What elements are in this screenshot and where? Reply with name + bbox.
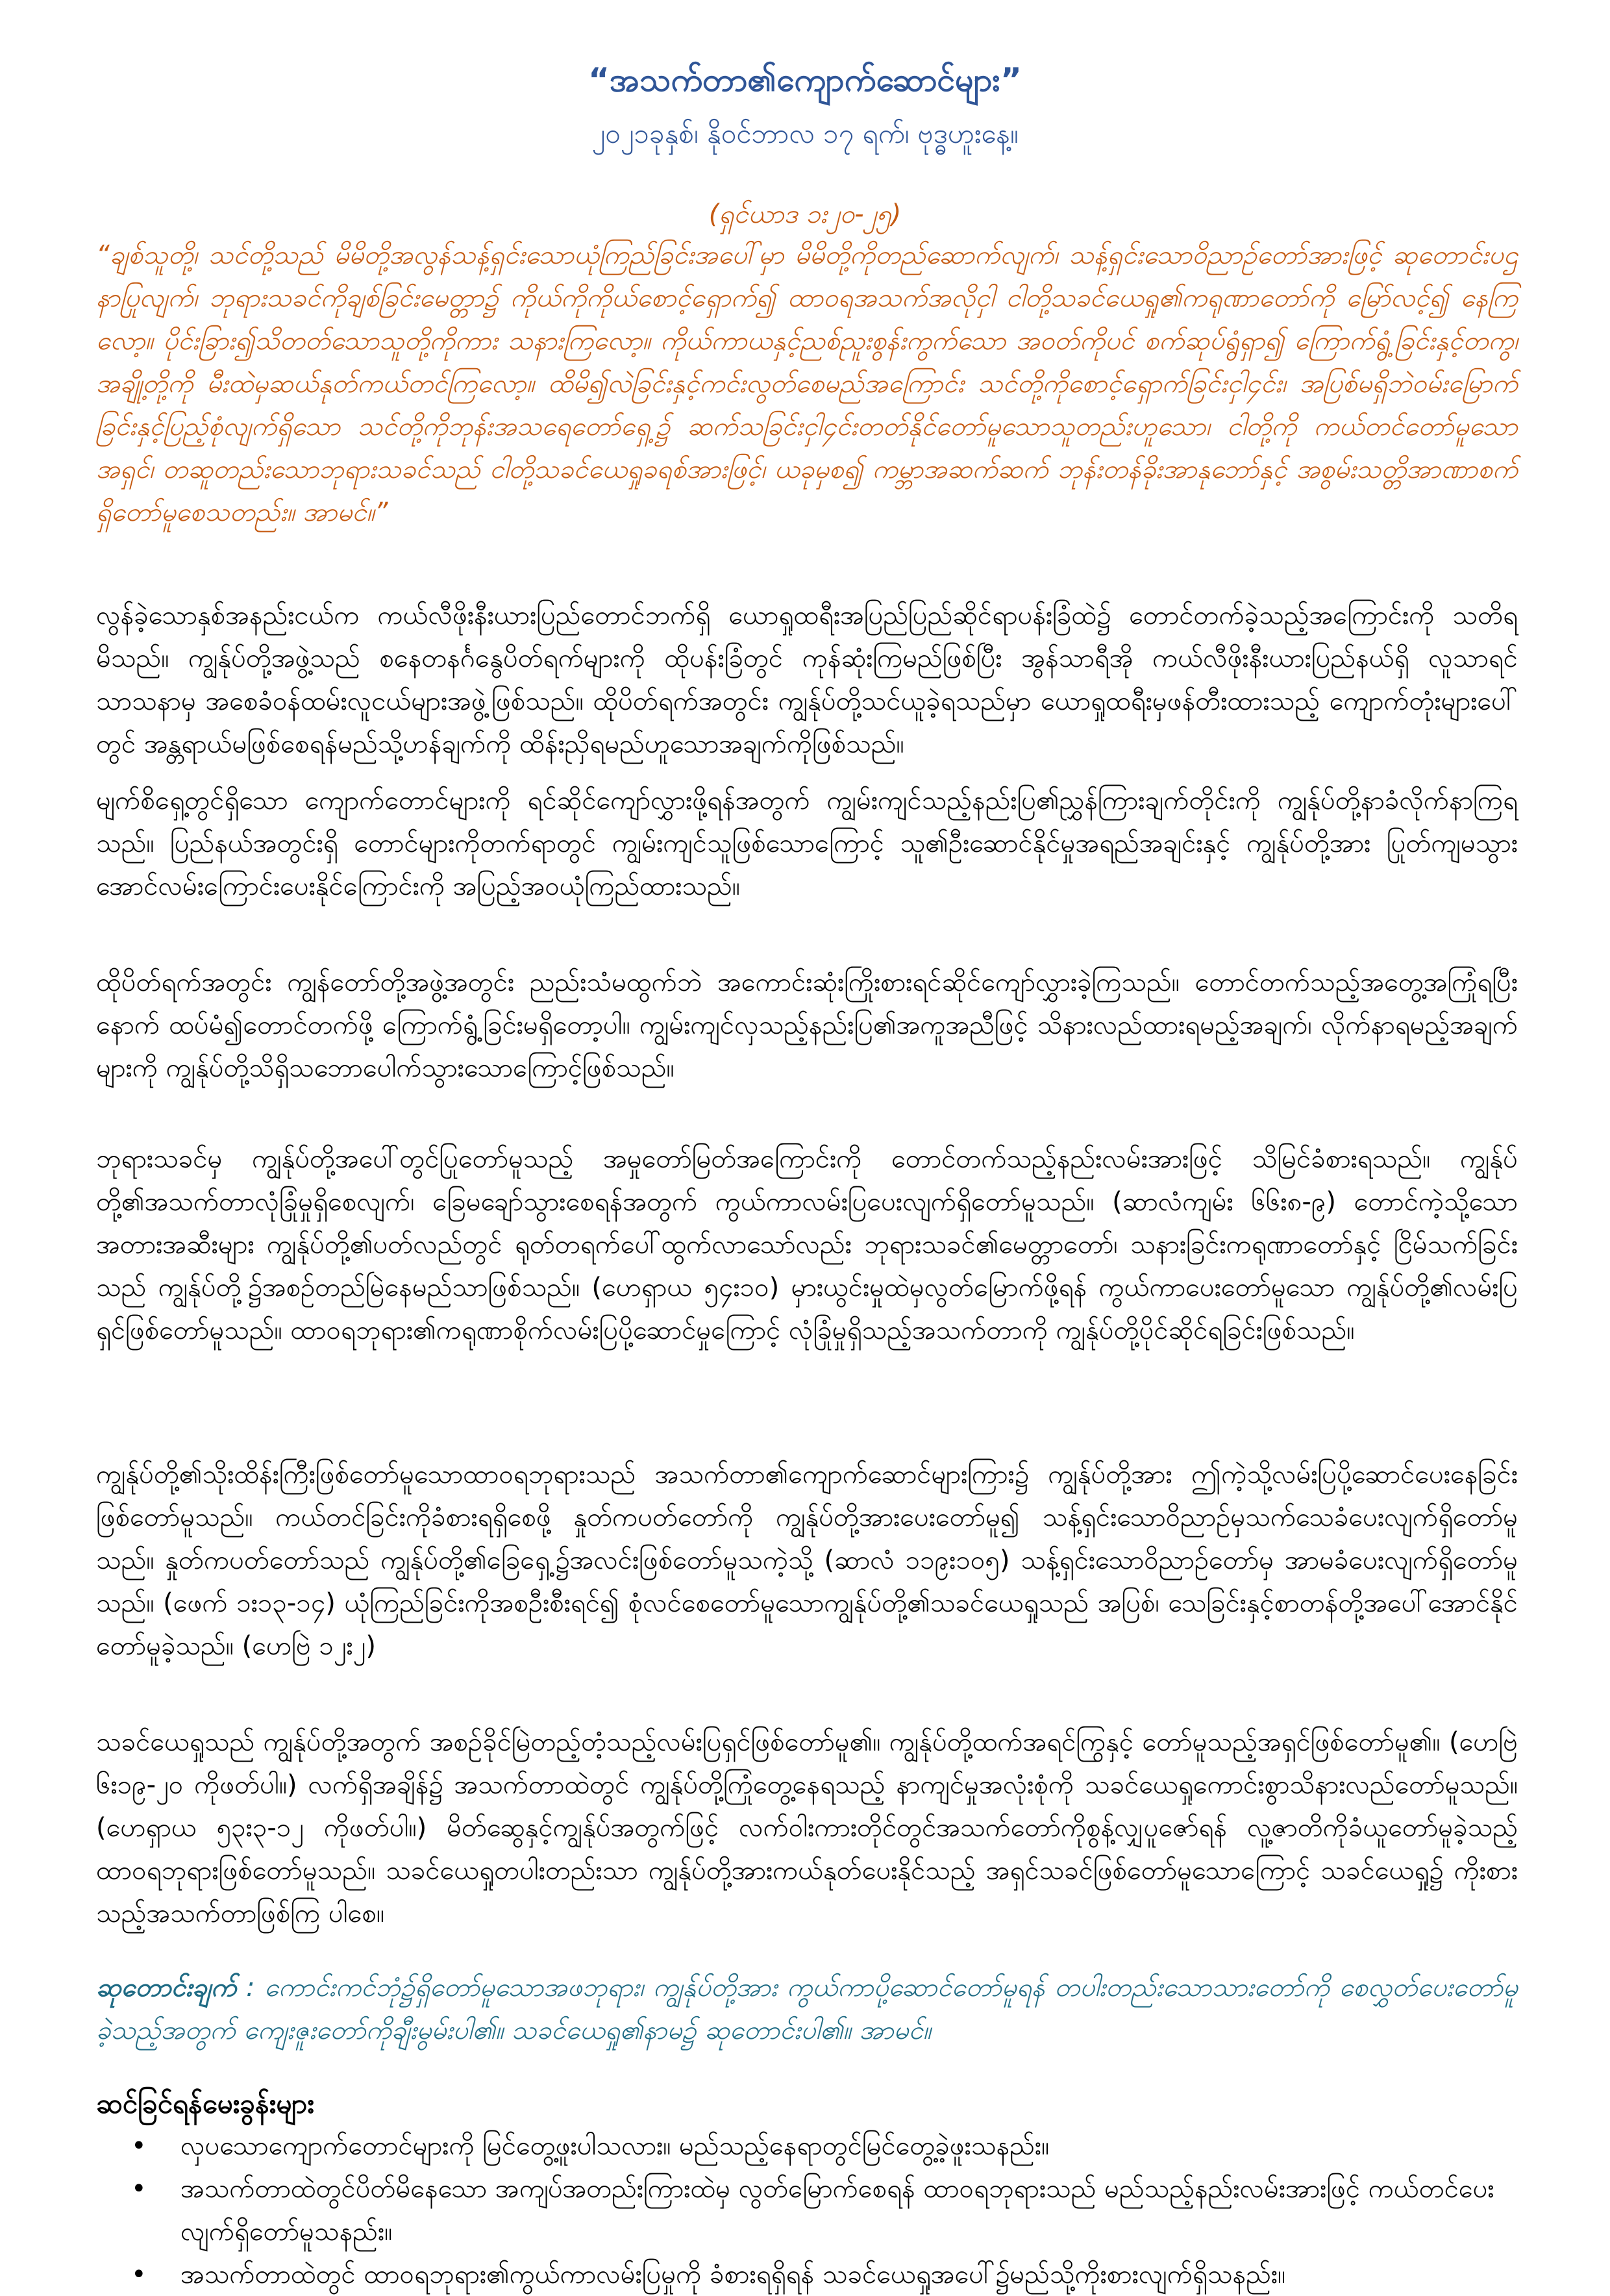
prayer-label: ဆုတောင်းချက် bbox=[96, 1973, 237, 2003]
prayer-block bbox=[96, 1966, 1518, 2052]
questions-heading: ဆင်ခြင်ရန်မေးခွန်းများ bbox=[96, 2088, 314, 2119]
list-item bbox=[96, 2125, 1518, 2167]
page-title: “အသက်တာ၏ကျောက်ဆောင်များ” bbox=[588, 61, 1022, 99]
question-text: လှပသောကျောက်တောင်များကို မြင်တွေ့ဖူးပါသလား။ မည်သည့်နေရာတွင်မြင်တွေ့ခဲ့ဖူးသနည်း။ bbox=[180, 2131, 1050, 2161]
question-text: အသက်တာထဲတွင် ထာဝရဘုရား၏ကွယ်ကာလမ်းပြမှုကို ခံစားရရှိရန် သခင်ယေရှုအပေါ်၌မည်သို့ကိုးစားလျက်ရှိသနည်း။ bbox=[180, 2260, 1286, 2290]
bullet-icon: • bbox=[131, 2260, 147, 2290]
bullet-icon: • bbox=[131, 2174, 147, 2204]
question-text: အသက်တာထဲတွင်ပိတ်မိနေသော အကျပ်အတည်းကြားထဲမှ လွတ်မြောက်စေရန် ထာဝရဘုရားသည် မည်သည့်နည်းလမ်းအားဖြင့် ကယ်တင်ပေးလျက်ရှိတော်မူသနည်း။ bbox=[180, 2174, 1494, 2247]
questions-list bbox=[96, 2125, 1518, 2296]
body-paragraph-6: သခင်ယေရှုသည် ကျွန်ုပ်တို့အတွက် အစဉ်ခိုင်မြဲတည့်တံ့သည့်လမ်းပြရှင်ဖြစ်တော်မူ၏။ ကျွန်ုပ်တို့ထက်အရင်ကြွနှင့် တော်မူသည့်အရှင်ဖြစ်တော်မူ၏။ (ဟေဗြဲ ၆း၁၉-၂၀ ကိုဖတ်ပါ။) လက်ရှိအချိန်၌ အသက်တာထဲတွင် ကျွန်ုပ်တို့ကြုံတွေ့နေရသည့် နာကျင်မှုအလုံးစုံကို သခင်ယေရှုကောင်းစွာသိနားလည်တော်မူသည်။ (ဟေရှာယ ၅၃း၃-၁၂ ကိုဖတ်ပါ။) မိတ်ဆွေနှင့်ကျွန်ုပ်အတွက်ဖြင့် လက်ဝါးကားတိုင်တွင်အသက်တော်ကိုစွန့်လျှပူဇော်ရန် လူ့ဇာတိကိုခံယူတော်မူခဲ့သည့် ထာဝရဘုရားဖြစ်တော်မူသည်။ သခင်ယေရှုတပါးတည်းသာ ကျွန်ုပ်တို့အားကယ်နုတ်ပေးနိုင်သည့် အရှင်သခင်ဖြစ်တော်မူသောကြောင့် သခင်ယေရှု၌ ကိုးစားသည့်အသက်တာဖြစ်ကြ ပါစေ။ bbox=[96, 1727, 1518, 1928]
list-item bbox=[96, 2167, 1518, 2253]
prayer-separator: : bbox=[236, 1973, 265, 2003]
bullet-icon: • bbox=[131, 2131, 147, 2161]
body-paragraph-3: ထိုပိတ်ရက်အတွင်း ကျွန်တော်တို့အဖွဲ့အတွင်း ညည်းသံမထွက်ဘဲ အကောင်းဆုံးကြိုးစားရင်ဆိုင်ကျော်လွှားခဲ့ကြသည်။ တောင်တက်သည့်အတွေ့အကြုံရပြီးနောက် ထပ်မံ၍တောင်တက်ဖို့ ကြောက်ရွံ့ခြင်းမရှိတော့ပါ။ ကျွမ်းကျင်လှသည့်နည်းပြ၏အကူအညီဖြင့် သိနားလည်ထားရမည့်အချက်၊ လိုက်နာရမည့်အချက်များကို ကျွန်ုပ်တို့သိရှိသဘောပေါက်သွားသောကြောင့်ဖြစ်သည်။ bbox=[96, 967, 1518, 1083]
scripture-reference: (ရှင်ယာဒ ၁း၂၀-၂၅) bbox=[708, 199, 902, 229]
body-paragraph-4: ဘုရားသခင်မှ ကျွန်ုပ်တို့အပေါ်တွင်ပြုတော်မူသည့် အမှုတော်မြတ်အကြောင်းကို တောင်တက်သည့်နည်းလမ်းအားဖြင့် သိမြင်ခံစားရသည်။ ကျွန်ုပ်တို့၏အသက်တာလုံခြုံမှုရှိစေလျက်၊ ခြေမချော်သွားစေရန်အတွက် ကွယ်ကာလမ်းပြပေးလျက်ရှိတော်မူသည်။ (ဆာလံကျမ်း ၆၆း၈-၉) တောင်ကဲ့သို့သောအတားအဆီးများ ကျွန်ုပ်တို့၏ပတ်လည်တွင် ရုတ်တရက်ပေါ်ထွက်လာသော်လည်း ဘုရားသခင်၏မေတ္တာတော်၊ သနားခြင်းကရုဏာတော်နှင့် ငြိမ်သက်ခြင်းသည် ကျွန်ုပ်တို့၌အစဉ်တည်မြဲနေမည်သာဖြစ်သည်။ (ဟေရှာယ ၅၄း၁၀) မှားယွင်းမှုထဲမှလွတ်မြောက်ဖို့ရန် ကွယ်ကာပေးတော်မူသော ကျွန်ုပ်တို့၏လမ်းပြရှင်ဖြစ်တော်မူသည်။ ထာဝရဘုရား၏ကရုဏာစိုက်လမ်းပြပို့ဆောင်မှုကြောင့် လုံခြုံမှုရှိသည့်အသက်တာကို ကျွန်ုပ်တို့ပိုင်ဆိုင်ရခြင်းဖြစ်သည်။ bbox=[96, 1144, 1518, 1345]
prayer-text: ကောင်းကင်ဘုံ၌ရှိတော်မူသောအဖဘုရား၊ ကျွန်ုပ်တို့အား ကွယ်ကာပို့ဆောင်တော်မူရန် တပါးတည်းသောသားတော်ကို စေလွှတ်ပေးတော်မူခဲ့သည့်အတွက် ကျေးဇူးတော်ကိုချီးမွမ်းပါ၏။ သခင်ယေရှု၏နာမ၌ ဆုတောင်းပါ၏။ အာမင်။ bbox=[96, 1973, 1518, 2045]
body-paragraph-5: ကျွန်ုပ်တို့၏သိုးထိန်းကြီးဖြစ်တော်မူသောထာဝရဘုရားသည် အသက်တာ၏ကျောက်ဆောင်များကြား၌ ကျွန်ုပ်တို့အား ဤကဲ့သို့လမ်းပြပို့ဆောင်ပေးနေခြင်းဖြစ်တော်မူသည်။ ကယ်တင်ခြင်းကိုခံစားရရှိစေဖို့ နှုတ်ကပတ်တော်ကို ကျွန်ုပ်တို့အားပေးတော်မူ၍ သန့်ရှင်းသောဝိညာဉ်မှသက်သေခံပေးလျက်ရှိတော်မူသည်။ နှုတ်ကပတ်တော်သည် ကျွန်ုပ်တို့၏ခြေရှေ့၌အလင်းဖြစ်တော်မူသကဲ့သို့ (ဆာလံ ၁၁၉း၁၀၅) သန့်ရှင်းသောဝိညာဉ်တော်မှ အာမခံပေးလျက်ရှိတော်မူသည်။ (ဖေက် ၁း၁၃-၁၄) ယုံကြည်ခြင်းကိုအစဦးစီးရင်၍ စုံလင်စေတော်မူသောကျွန်ုပ်တို့၏သခင်ယေရှုသည် အပြစ်၊ သေခြင်းနှင့်စာတန်တို့အပေါ်အောင်နိုင်တော်မူခဲ့သည်။ (ဟေဗြဲ ၁၂း၂) bbox=[96, 1460, 1518, 1661]
body-paragraph-1: လွန်ခဲ့သောနှစ်အနည်းငယ်က ကယ်လီဖိုးနီးယားပြည်တောင်ဘက်ရှိ ယောရှုထရီးအပြည်ပြည်ဆိုင်ရာပန်းခြံထဲ၌ တောင်တက်ခဲ့သည့်အကြောင်းကို သတိရမိသည်။ ကျွန်ုပ်တို့အဖွဲ့သည် စနေတနင်္ဂနွေပိတ်ရက်များကို ထိုပန်းခြံတွင် ကုန်ဆုံးကြမည်ဖြစ်ပြီး အွန်သာရီအို ကယ်လီဖိုးနီးယားပြည်နယ်ရှိ လူသာရင်သာသနာမှ အစေခံဝန်ထမ်းလူငယ်များအဖွဲ့ဖြစ်သည်။ ထိုပိတ်ရက်အတွင်း ကျွန်ုပ်တို့သင်ယူခဲ့ရသည်မှာ ယောရှုထရီးမှဖန်တီးထားသည့် ကျောက်တုံးများပေါ်တွင် အန္တရာယ်မဖြစ်စေရန်မည်သို့ဟန်ချက်ကို ထိန်းညှိရမည်ဟူသောအချက်ကိုဖြစ်သည်။ bbox=[96, 601, 1518, 759]
date-line: ၂၀၂၁ခုနှစ်၊ နိုဝင်ဘာလ ၁၇ ရက်၊ ဗုဒ္ဓဟူးနေ့။ bbox=[591, 118, 1019, 149]
scripture-text: “ချစ်သူတို့၊ သင်တို့သည် မိမိတို့အလွန်သန့်ရှင်းသောယုံကြည်ခြင်းအပေါ်မှာ မိမိတို့ကိုတည်ဆောက်လျက်၊ သန့်ရှင်းသောဝိညာဉ်တော်အားဖြင့် ဆုတောင်းပဌနာပြုလျက်၊ ဘုရားသခင်ကိုချစ်ခြင်းမေတ္တာ၌ ကိုယ်ကိုကိုယ်စောင့်ရှောက်၍ ထာဝရအသက်အလိုငှါ ငါတို့သခင်ယေရှု၏ကရုဏာတော်ကို မြော်လင့်၍ နေကြလော့။ ပိုင်းခြား၍သိတတ်သောသူတို့ကိုကား သနားကြလော့။ ကိုယ်ကာယနှင့်ညစ်ညူးစွန်းကွက်သော အဝတ်ကိုပင် စက်ဆုပ်ရွံရှာ၍ ကြောက်ရွံ့ခြင်းနှင့်တကွ၊ အချို့တို့ကို မီးထဲမှဆယ်နုတ်ကယ်တင်ကြလော့။ ထိမိ၍လဲခြင်းနှင့်ကင်းလွတ်စေမည်အကြောင်း သင်တို့ကိုစောင့်ရှောက်ခြင်းငှါ၄င်း၊ အပြစ်မရှိဘဲဝမ်းမြောက်ခြင်းနှင့်ပြည့်စုံလျက်ရှိသော သင်တို့ကိုဘုန်းအသရေတော်ရှေ့၌ ဆက်သခြင်းငှါ၄င်းတတ်နိုင်တော်မူသောသူတည်းဟူသော၊ ငါတို့ကို ကယ်တင်တော်မူသောအရှင်၊ တဆူတည်းသောဘုရားသခင်သည် ငါတို့သခင်ယေရှုခရစ်အားဖြင့်၊ ယခုမှစ၍ ကမ္ဘာအဆက်ဆက် ဘုန်းတန်ခိုးအာနုဘော်နှင့် အစွမ်းသတ္တိအာဏာစက်ရှိတော်မူစေသတည်း။ အာမင်။” bbox=[96, 240, 1518, 527]
list-item bbox=[96, 2253, 1518, 2296]
body-paragraph-2: မျက်စိရှေ့တွင်ရှိသော ကျောက်တောင်များကို ရင်ဆိုင်ကျော်လွှားဖို့ရန်အတွက် ကျွမ်းကျင်သည့်နည်းပြ၏ညွှန်ကြားချက်တိုင်းကို ကျွန်ုပ်တို့နာခံလိုက်နာကြရသည်။ ပြည်နယ်အတွင်းရှိ တောင်များကိုတက်ရာတွင် ကျွမ်းကျင်သူဖြစ်သောကြောင့် သူ၏ဦးဆောင်နိုင်မှုအရည်အချင်းနှင့် ကျွန်ုပ်တို့အား ပြုတ်ကျမသွားအောင်လမ်းကြောင်းပေးနိုင်ကြောင်းကို အပြည့်အဝယုံကြည်ထားသည်။ bbox=[96, 786, 1518, 901]
